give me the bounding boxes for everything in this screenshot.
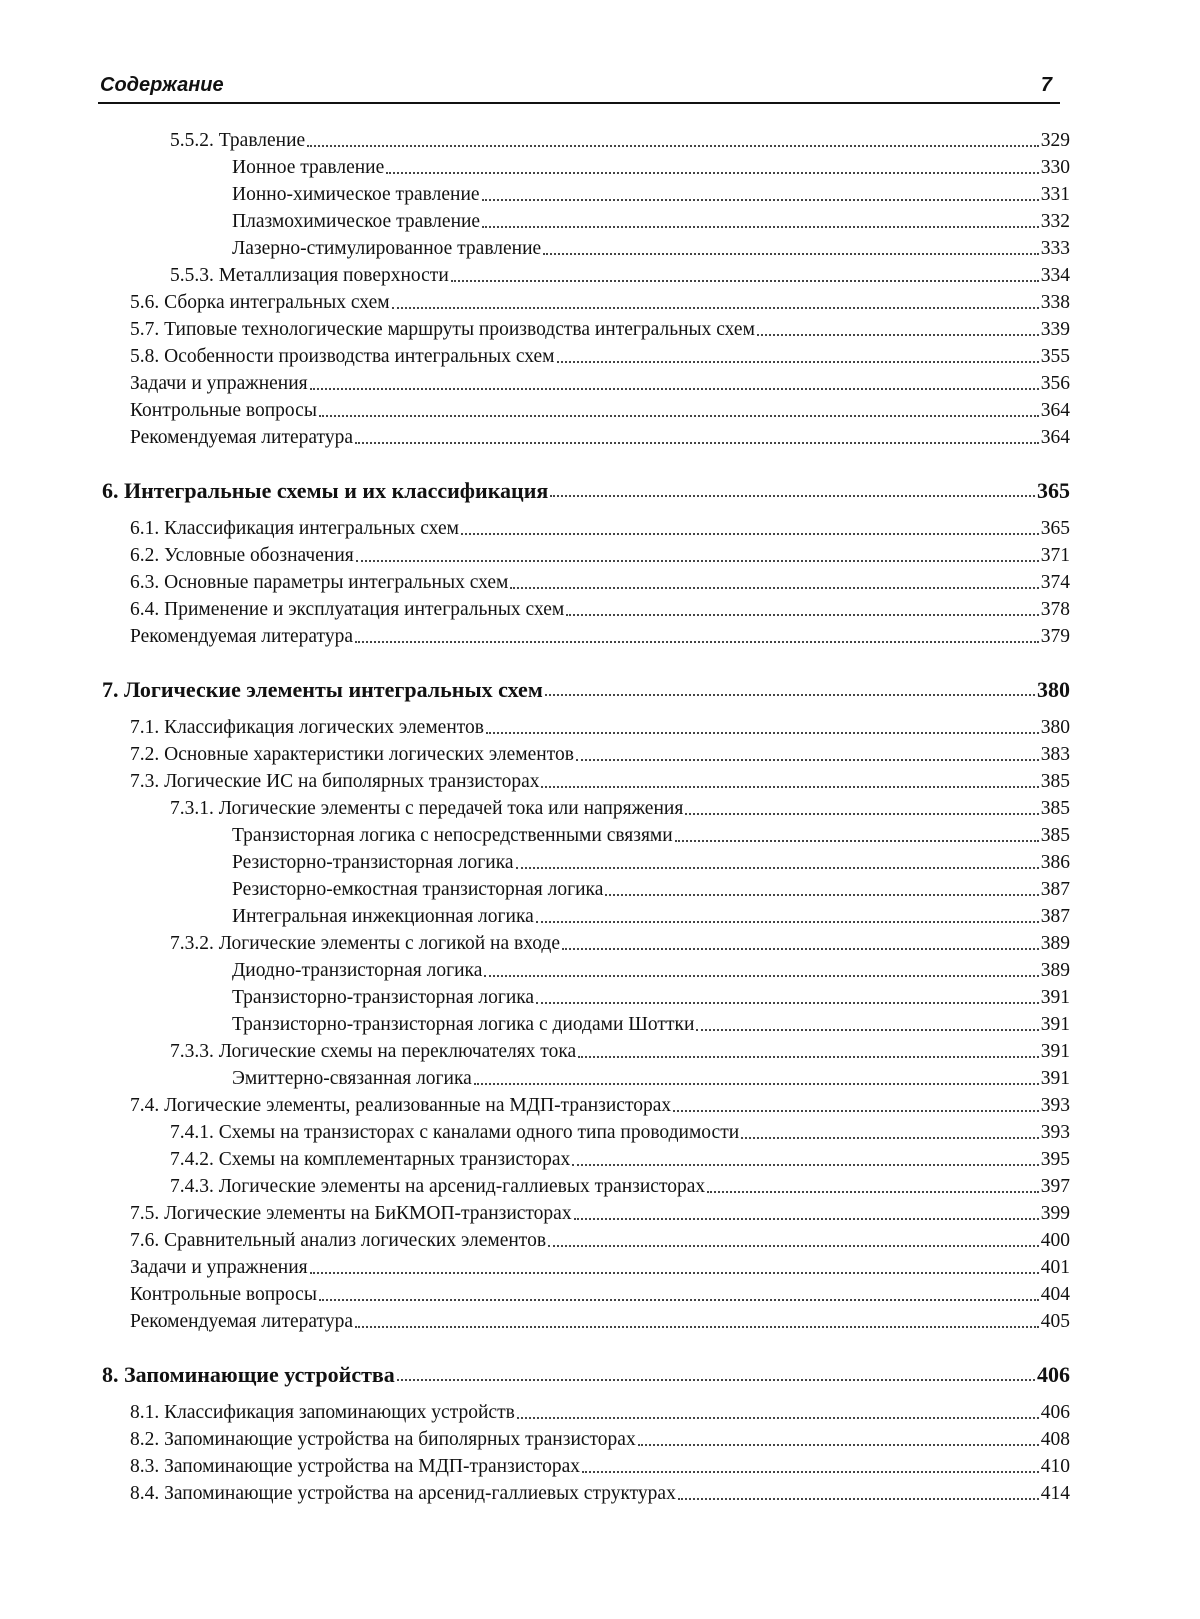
toc-entry-title: Плазмохимическое травление (232, 211, 481, 232)
toc-entry-page: 406 (1037, 1362, 1070, 1387)
toc-entry-page: 389 (1040, 933, 1070, 954)
dot-leader (673, 1110, 1039, 1112)
toc-entry-title: 7.4.1. Схемы на транзисторах с каналами одного типа проводимости (170, 1122, 740, 1143)
toc-chapter-entry (102, 478, 1070, 504)
toc-entry-title: 7.2. Основные характеристики логических элементов (130, 744, 574, 765)
toc-entry-page: 389 (1040, 960, 1070, 981)
toc-entry-page: 414 (1040, 1483, 1070, 1504)
dot-leader (685, 813, 1038, 815)
toc-entry (130, 1481, 1070, 1507)
toc-entry (130, 371, 1070, 397)
dot-leader (707, 1191, 1039, 1193)
toc-entry-title: 7.6. Сравнительный анализ логических элементов (130, 1230, 547, 1251)
toc-entry-title: Ионно-химическое травление (232, 184, 480, 205)
dot-leader (356, 560, 1039, 562)
toc-entry-page: 385 (1040, 825, 1070, 846)
toc-entry-title: 7.4.2. Схемы на комплементарных транзисторах (170, 1149, 571, 1170)
toc-entry-page: 380 (1037, 677, 1070, 702)
toc-entry (130, 1255, 1070, 1281)
toc-entry-title: 7.4.3. Логические элементы на арсенид-галлиевых транзисторах (170, 1176, 706, 1197)
dot-leader (474, 1083, 1039, 1085)
toc-entry (232, 182, 1070, 208)
toc-entry-title: Рекомендуемая литература (130, 427, 353, 448)
toc-entry-title: 5.7. Типовые технологические маршруты производства интегральных схем (130, 319, 755, 340)
dot-leader (576, 759, 1039, 761)
toc-entry (130, 769, 1070, 795)
toc-entry-page: 355 (1040, 346, 1070, 367)
toc-entry-title: 7.3.1. Логические элементы с передачей тока или напряжения (170, 798, 684, 819)
toc-entry-title: 7.1. Классификация логических элементов (130, 717, 484, 738)
toc-entry (232, 209, 1070, 235)
toc-entry-page: 333 (1040, 238, 1070, 259)
toc-entry (130, 344, 1070, 370)
toc-entry-page: 393 (1040, 1095, 1070, 1116)
toc-entry-title: 7.3. Логические ИС на биполярных транзисторах (130, 771, 540, 792)
toc-entry-page: 399 (1040, 1203, 1070, 1224)
dot-leader (451, 280, 1039, 282)
toc-entry (170, 796, 1070, 822)
header-page-number: 7 (1040, 74, 1052, 96)
dot-leader (696, 1029, 1038, 1031)
dot-leader (557, 361, 1039, 363)
dot-leader (675, 840, 1039, 842)
dot-leader (566, 614, 1039, 616)
toc-entry (130, 1427, 1070, 1453)
toc-entry (130, 317, 1070, 343)
toc-entry-page: 410 (1040, 1456, 1070, 1477)
toc-entry (130, 742, 1070, 768)
toc-entry (232, 904, 1070, 930)
toc-entry-page: 365 (1040, 518, 1070, 539)
dot-leader (582, 1471, 1039, 1473)
toc-entry-title: Транзисторная логика с непосредственными связями (232, 825, 673, 846)
dot-leader (319, 1299, 1039, 1301)
toc-entry-page: 378 (1040, 599, 1070, 620)
toc-entry-page: 408 (1040, 1429, 1070, 1450)
toc-entry (232, 958, 1070, 984)
toc-entry-page: 387 (1040, 879, 1070, 900)
toc-entry-page: 391 (1040, 987, 1070, 1008)
toc-entry (232, 155, 1070, 181)
toc-entry-page: 397 (1040, 1176, 1070, 1197)
toc-entry-title: 8.4. Запоминающие устройства на арсенид-галлиевых структурах (130, 1483, 676, 1504)
toc-entry (232, 985, 1070, 1011)
toc-entry (170, 931, 1070, 957)
toc-chapter-entry (102, 1362, 1070, 1388)
toc-entry-page: 385 (1040, 798, 1070, 819)
toc-entry (232, 823, 1070, 849)
dot-leader (484, 975, 1038, 977)
toc-entry-title: Эмиттерно-связанная логика (232, 1068, 472, 1089)
toc-entry-title: Задачи и упражнения (130, 1257, 308, 1278)
toc-entry (130, 398, 1070, 424)
toc-entry-page: 393 (1040, 1122, 1070, 1143)
toc-entry-page: 331 (1040, 184, 1070, 205)
toc-entry-title: 7.4. Логические элементы, реализованные на МДП-транзисторах (130, 1095, 672, 1116)
toc-entry-title: 6.3. Основные параметры интегральных схем (130, 572, 509, 593)
dot-leader (386, 172, 1039, 174)
toc-entry (130, 516, 1070, 542)
dot-leader (678, 1498, 1039, 1500)
toc-entry-title: 5.5.3. Металлизация поверхности (170, 265, 449, 286)
dot-leader (355, 1326, 1039, 1328)
toc-entry (130, 715, 1070, 741)
toc-entry-title: Интегральная инжекционная логика (232, 906, 534, 927)
toc-entry-page: 400 (1040, 1230, 1070, 1251)
toc-entry (232, 877, 1070, 903)
toc-entry-title: Рекомендуемая литература (130, 626, 353, 647)
toc-entry-page: 386 (1040, 852, 1070, 873)
toc-entry (130, 1282, 1070, 1308)
toc-entry-title: Задачи и упражнения (130, 373, 308, 394)
toc-entry (170, 1120, 1070, 1146)
toc-entry (130, 570, 1070, 596)
dot-leader (461, 533, 1039, 535)
toc-entry (130, 1228, 1070, 1254)
toc-entry-title: 7.3.3. Логические схемы на переключателях тока (170, 1041, 577, 1062)
dot-leader (517, 1417, 1039, 1419)
dot-leader (486, 732, 1039, 734)
dot-leader (562, 948, 1039, 950)
dot-leader (536, 921, 1039, 923)
toc-entry-page: 365 (1037, 478, 1070, 503)
toc-entry (232, 1066, 1070, 1092)
toc-entry (170, 1174, 1070, 1200)
toc-entry-title: Ионное травление (232, 157, 385, 178)
toc-entry (170, 263, 1070, 289)
toc-entry-title: 8. Запоминающие устройства (102, 1362, 395, 1387)
dot-leader (541, 786, 1038, 788)
toc-entry-title: 7.3.2. Логические элементы с логикой на входе (170, 933, 560, 954)
toc-entry-title: Контрольные вопросы (130, 400, 317, 421)
toc-entry-page: 405 (1040, 1311, 1070, 1332)
dot-leader (578, 1056, 1039, 1058)
dot-leader (605, 894, 1038, 896)
toc-entry-title: 5.6. Сборка интегральных схем (130, 292, 390, 313)
toc-entry (130, 425, 1070, 451)
toc-entry-page: 387 (1040, 906, 1070, 927)
dot-leader (516, 867, 1039, 869)
toc-entry (170, 1147, 1070, 1173)
toc-entry-title: 5.8. Особенности производства интегральных схем (130, 346, 555, 367)
dot-leader (574, 1218, 1039, 1220)
toc-entry (232, 850, 1070, 876)
toc-entry (130, 597, 1070, 623)
toc-entry (130, 1309, 1070, 1335)
dot-leader (741, 1137, 1039, 1139)
toc-entry-title: 7.5. Логические элементы на БиКМОП-транзисторах (130, 1203, 572, 1224)
toc-entry-title: Транзисторно-транзисторная логика (232, 987, 535, 1008)
toc-entry-page: 404 (1040, 1284, 1070, 1305)
dot-leader (482, 226, 1039, 228)
dot-leader (757, 334, 1039, 336)
toc-entry-title: Контрольные вопросы (130, 1284, 317, 1305)
toc-entry-title: 8.3. Запоминающие устройства на МДП-транзисторах (130, 1456, 581, 1477)
toc-entry (232, 1012, 1070, 1038)
toc-entry-title: 6. Интегральные схемы и их классификация (102, 478, 549, 503)
toc-entry (130, 290, 1070, 316)
toc-entry-title: Рекомендуемая литература (130, 1311, 353, 1332)
toc-entry (130, 1400, 1070, 1426)
toc-entry-title: 6.1. Классификация интегральных схем (130, 518, 459, 539)
dot-leader (310, 1272, 1039, 1274)
dot-leader (543, 253, 1039, 255)
toc-entry-title: Лазерно-стимулированное травление (232, 238, 542, 259)
dot-leader (638, 1444, 1039, 1446)
toc-entry (232, 236, 1070, 262)
toc-entry (130, 543, 1070, 569)
toc-entry-page: 330 (1040, 157, 1070, 178)
toc-entry-page: 329 (1040, 130, 1070, 151)
toc-entry-page: 374 (1040, 572, 1070, 593)
toc-entry (170, 1039, 1070, 1065)
toc-entry-page: 391 (1040, 1014, 1070, 1035)
toc-entry-title: 8.2. Запоминающие устройства на биполярных транзисторах (130, 1429, 636, 1450)
toc-entry-page: 338 (1040, 292, 1070, 313)
toc-entry-title: Резисторно-транзисторная логика (232, 852, 514, 873)
dot-leader (572, 1164, 1038, 1166)
toc-entry-page: 380 (1040, 717, 1070, 738)
dot-leader (392, 307, 1039, 309)
toc-entry-page: 395 (1040, 1149, 1070, 1170)
dot-leader (536, 1002, 1039, 1004)
toc-entry-page: 339 (1040, 319, 1070, 340)
toc-entry-title: 6.2. Условные обозначения (130, 545, 354, 566)
toc-entry (130, 1201, 1070, 1227)
dot-leader (319, 415, 1039, 417)
toc-entry-page: 364 (1040, 400, 1070, 421)
toc-entry (130, 1454, 1070, 1480)
header-title: Содержание (100, 74, 224, 96)
toc-entry-title: 6.4. Применение и эксплуатация интегральных схем (130, 599, 565, 620)
toc-entry-title: 7. Логические элементы интегральных схем (102, 677, 543, 702)
dot-leader (482, 199, 1039, 201)
toc-entry-title: 5.5.2. Травление (170, 130, 306, 151)
toc-entry-page: 371 (1040, 545, 1070, 566)
toc-entry-title: 8.1. Классификация запоминающих устройств (130, 1402, 515, 1423)
toc-entry-page: 379 (1040, 626, 1070, 647)
toc-entry-title: Диодно-транзисторная логика (232, 960, 483, 981)
toc-entry-page: 356 (1040, 373, 1070, 394)
dot-leader (510, 587, 1038, 589)
toc-entry-page: 364 (1040, 427, 1070, 448)
dot-leader (397, 1379, 1035, 1381)
toc-entry (170, 128, 1070, 154)
toc-entry-page: 406 (1040, 1402, 1070, 1423)
dot-leader (355, 641, 1039, 643)
toc-entry-title: Резисторно-емкостная транзисторная логика (232, 879, 604, 900)
dot-leader (550, 495, 1035, 497)
toc-chapter-entry (102, 677, 1070, 703)
dot-leader (355, 442, 1039, 444)
dot-leader (310, 388, 1039, 390)
dot-leader (548, 1245, 1039, 1247)
toc-entry-page: 334 (1040, 265, 1070, 286)
toc-entry (130, 624, 1070, 650)
dot-leader (307, 145, 1039, 147)
dot-leader (545, 694, 1035, 696)
toc-entry-page: 383 (1040, 744, 1070, 765)
toc-entry (130, 1093, 1070, 1119)
toc-entry-page: 332 (1040, 211, 1070, 232)
toc-entry-page: 385 (1040, 771, 1070, 792)
toc-entry-page: 401 (1040, 1257, 1070, 1278)
toc-entry-page: 391 (1040, 1068, 1070, 1089)
toc-entry-title: Транзисторно-транзисторная логика с диодами Шоттки (232, 1014, 695, 1035)
toc-entry-page: 391 (1040, 1041, 1070, 1062)
